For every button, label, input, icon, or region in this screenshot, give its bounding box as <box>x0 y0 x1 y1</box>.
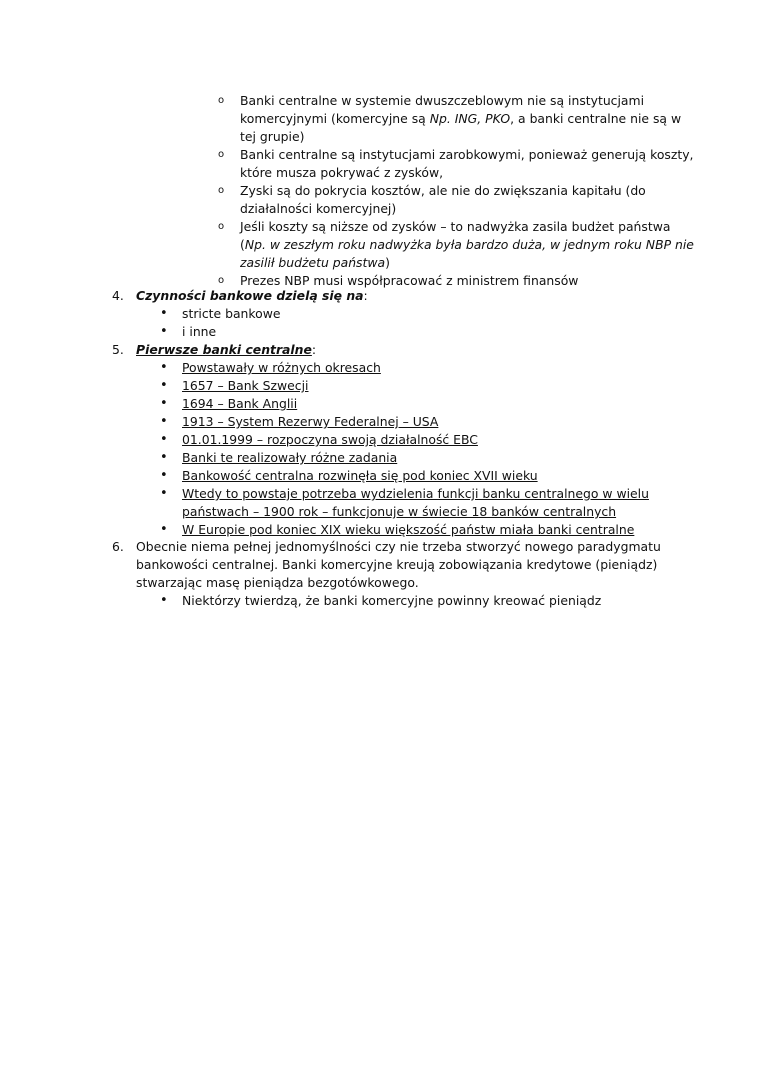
underlined-list-item-line: 1657 – Bank Szwecji <box>182 378 309 393</box>
underlined-list-item-line: państwach – 1900 rok – funkcjonuje w świecie 18 banków centralnych <box>182 504 617 519</box>
italic-text-run: Np. ING, PKO <box>429 111 511 126</box>
heading-colon: : <box>311 342 317 357</box>
bullet-marker: • <box>160 396 168 411</box>
circle-bullet-marker: o <box>218 185 225 196</box>
text-run: komercyjnymi (komercyjne są <box>240 111 430 126</box>
text-run: , a banki centralne nie są w <box>510 111 682 126</box>
underlined-list-item-line: Wtedy to powstaje potrzeba wydzielenia funkcji banku centralnego w wielu <box>182 486 649 501</box>
section-heading <box>136 287 368 305</box>
text-run: Banki centralne w systemie dwuszczeblowym nie są instytucjami <box>240 93 645 108</box>
text-run: ) <box>385 255 390 270</box>
text-run: tej grupie) <box>240 129 305 144</box>
circle-bullet-marker: o <box>218 95 225 106</box>
list-item-line <box>240 128 304 146</box>
underlined-list-item-line: Banki te realizowały różne zadania <box>182 450 398 465</box>
bullet-marker: • <box>160 450 168 465</box>
heading-text: Pierwsze banki centralne <box>136 342 312 357</box>
circle-bullet-marker: o <box>218 275 225 286</box>
bullet-marker: • <box>160 468 168 483</box>
list-number: 4. <box>112 288 124 303</box>
text-run: Jeśli koszty są niższe od zysków – to nadwyżka zasila budżet państwa <box>240 219 671 234</box>
list-item-line <box>240 182 646 200</box>
text-run: które musza pokrywać z zysków, <box>240 165 444 180</box>
underlined-list-item-line: 01.01.1999 – rozpoczyna swoją działalność EBC <box>182 432 478 447</box>
paragraph-line: bankowości centralnej. Banki komercyjne kreują zobowiązania kredytowe (pieniądz) <box>136 557 658 572</box>
bullet-marker: • <box>160 414 168 429</box>
list-item-line <box>240 218 670 236</box>
list-item-line <box>240 92 644 110</box>
text-run: Banki centralne są instytucjami zarobkowymi, ponieważ generują koszty, <box>240 147 694 162</box>
heading-text: Czynności bankowe dzielą się na <box>136 288 364 303</box>
underlined-list-item-line: W Europie pod koniec XIX wieku większość państw miała banki centralne <box>182 522 635 537</box>
text-run: Zyski są do pokrycia kosztów, ale nie do zwiększania kapitału (do <box>240 183 646 198</box>
list-item-line: i inne <box>182 324 217 339</box>
list-item-line <box>240 200 396 218</box>
bullet-marker: • <box>160 306 168 321</box>
paragraph-line: Obecnie niema pełnej jednomyślności czy nie trzeba stworzyć nowego paradygmatu <box>136 539 661 554</box>
heading-colon: : <box>363 288 368 303</box>
underlined-list-item-line: Bankowość centralna rozwinęła się pod koniec XVII wieku <box>182 468 538 483</box>
list-item-line: stricte bankowe <box>182 306 281 321</box>
bullet-marker: • <box>160 360 168 375</box>
underlined-list-item-line: Powstawały w różnych okresach <box>182 360 381 375</box>
text-run: ( <box>240 237 245 252</box>
italic-text-run: Np. w zeszłym roku nadwyżka była bardzo duża, w jednym roku NBP nie <box>244 237 694 252</box>
bullet-marker: • <box>160 486 168 501</box>
list-item-line <box>240 236 694 254</box>
list-item-line <box>240 254 390 272</box>
circle-bullet-marker: o <box>218 149 225 160</box>
list-item-line: Niektórzy twierdzą, że banki komercyjne powinny kreować pieniądz <box>182 593 602 608</box>
circle-bullet-marker: o <box>218 221 225 232</box>
italic-text-run: zasilił budżetu państwa <box>240 255 386 270</box>
underlined-list-item-line: 1913 – System Rezerwy Federalnej – USA <box>182 414 439 429</box>
text-run: działalności komercyjnej) <box>240 201 397 216</box>
section-heading <box>136 341 316 359</box>
bullet-marker: • <box>160 522 168 537</box>
list-item-line <box>240 146 694 164</box>
bullet-marker: • <box>160 378 168 393</box>
text-run: Prezes NBP musi współpracować z ministrem finansów <box>240 273 579 288</box>
paragraph-line: stwarzając masę pieniądza bezgotówkowego. <box>136 575 419 590</box>
list-number: 5. <box>112 342 124 357</box>
bullet-marker: • <box>160 593 168 608</box>
bullet-marker: • <box>160 324 168 339</box>
list-number: 6. <box>112 539 124 554</box>
bullet-marker: • <box>160 432 168 447</box>
list-item-line <box>240 110 681 128</box>
list-item-line <box>240 164 443 182</box>
underlined-list-item-line: 1694 – Bank Anglii <box>182 396 298 411</box>
